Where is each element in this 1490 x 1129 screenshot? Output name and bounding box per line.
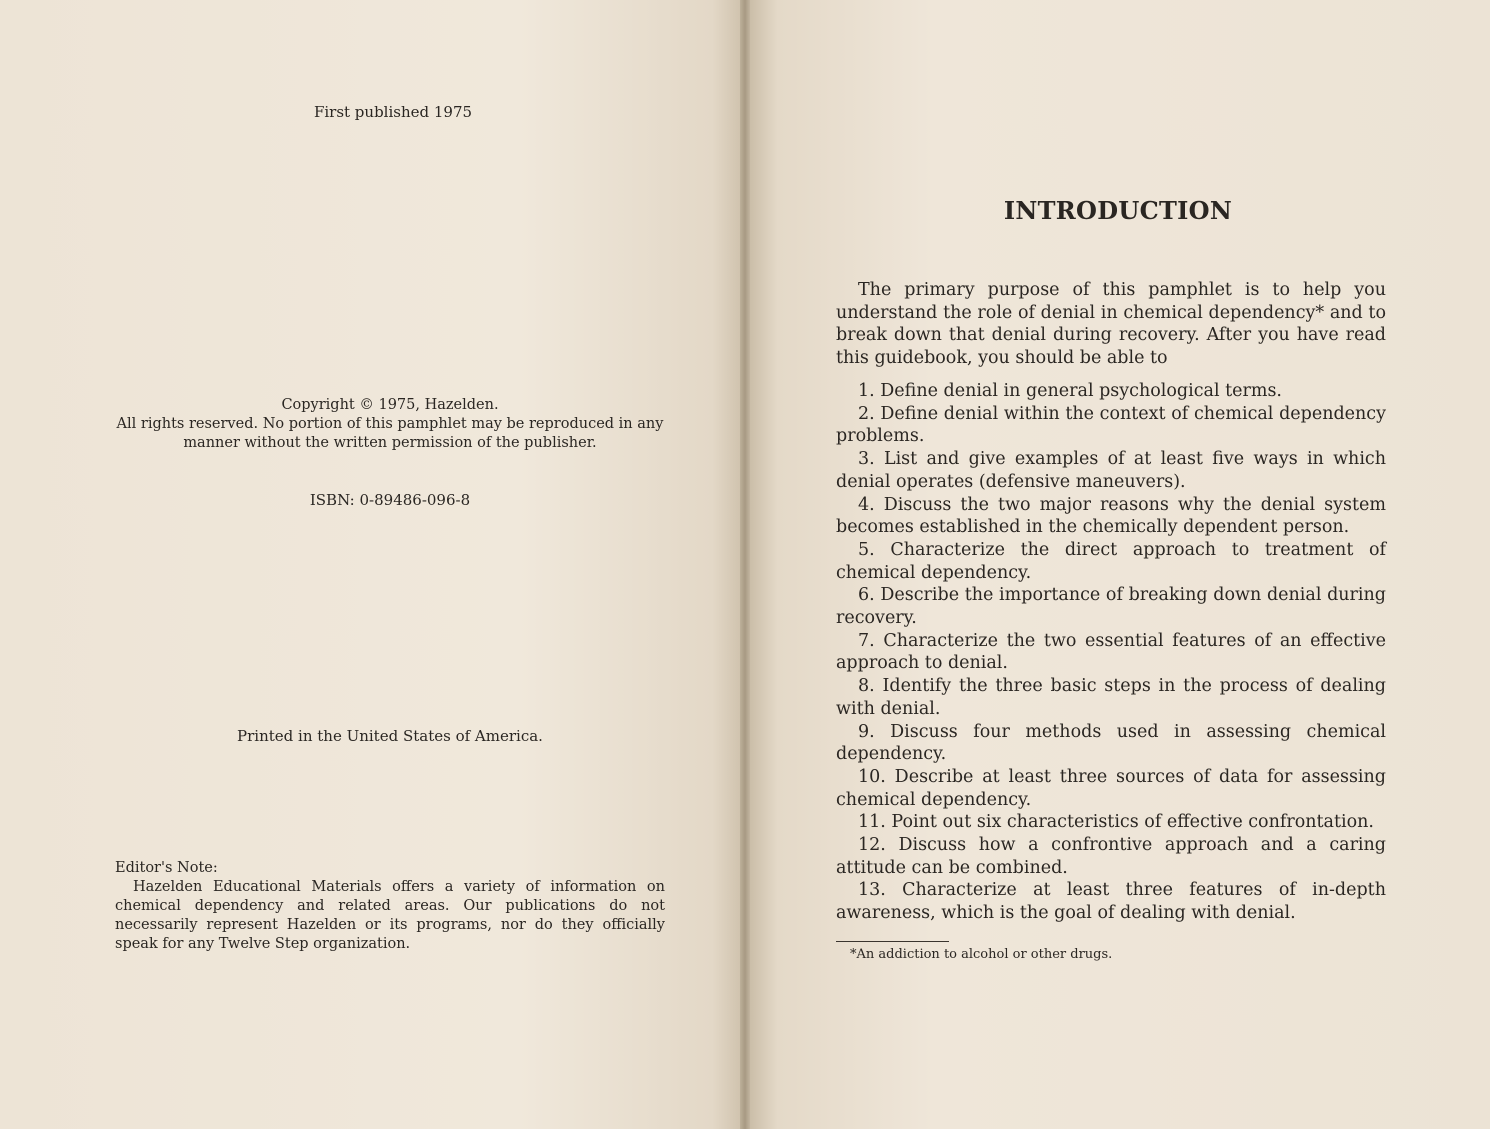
copyright-block <box>100 396 680 453</box>
objectives-list <box>836 380 1386 925</box>
editor-note-text: Hazelden Educational Materials offers a variety of information on chemical dependency and related areas. Our publications do not necessarily represent Hazelden or its programs, nor do they officially speak for any Twelve Step organization. <box>115 879 665 952</box>
list-item: 11. Point out six characteristics of effective confrontation. <box>858 812 1374 833</box>
list-item: 1. Define denial in general psychological terms. <box>858 381 1282 401</box>
list-item: 10. Describe at least three sources of data for assessing chemical dependency. <box>836 766 1386 810</box>
list-item: 7. Characterize the two essential features of an effective approach to denial. <box>836 630 1386 674</box>
list-item: 2. Define denial within the context of chemical dependency problems. <box>836 403 1386 447</box>
isbn: ISBN: 0-89486-096-8 <box>309 491 471 509</box>
editor-note <box>115 859 665 954</box>
printed-in: Printed in the United States of America. <box>237 727 543 745</box>
first-published: First published 1975 <box>313 103 473 121</box>
left-page <box>0 0 742 1129</box>
list-item: 9. Discuss four methods used in assessing chemical dependency. <box>836 721 1386 765</box>
page-title: INTRODUCTION <box>1003 196 1233 225</box>
list-item: 5. Characterize the direct approach to treatment of chemical dependency. <box>836 539 1386 583</box>
list-item: 4. Discuss the two major reasons why the denial system becomes established in the chemically dependent person. <box>836 494 1386 538</box>
intro-paragraph: The primary purpose of this pamphlet is to help you understand the role of denial in chemical dependency* and to break down that denial during recovery. After you have read this guidebook, you should be able to <box>836 280 1386 369</box>
list-item: 6. Describe the importance of breaking down denial during recovery. <box>836 585 1386 629</box>
rights-statement: All rights reserved. No portion of this pamphlet may be reproduced in any manner without the written permission of the publisher. <box>116 416 664 451</box>
footnote-divider <box>836 941 949 942</box>
list-item: 3. List and give examples of at least five ways in which denial operates (defensive maneuvers). <box>836 449 1386 492</box>
list-item: 8. Identify the three basic steps in the process of dealing with denial. <box>836 676 1386 719</box>
editor-note-heading: Editor's Note: <box>115 860 218 876</box>
list-item: 13. Characterize at least three features of in-depth awareness, which is the goal of dealing with denial. <box>836 880 1386 924</box>
copyright-line: Copyright © 1975, Hazelden. <box>281 397 499 413</box>
list-item: 12. Discuss how a confrontive approach and a caring attitude can be combined. <box>836 835 1386 878</box>
book-gutter <box>740 0 750 1129</box>
footnote: *An addiction to alcohol or other drugs. <box>850 947 1113 962</box>
